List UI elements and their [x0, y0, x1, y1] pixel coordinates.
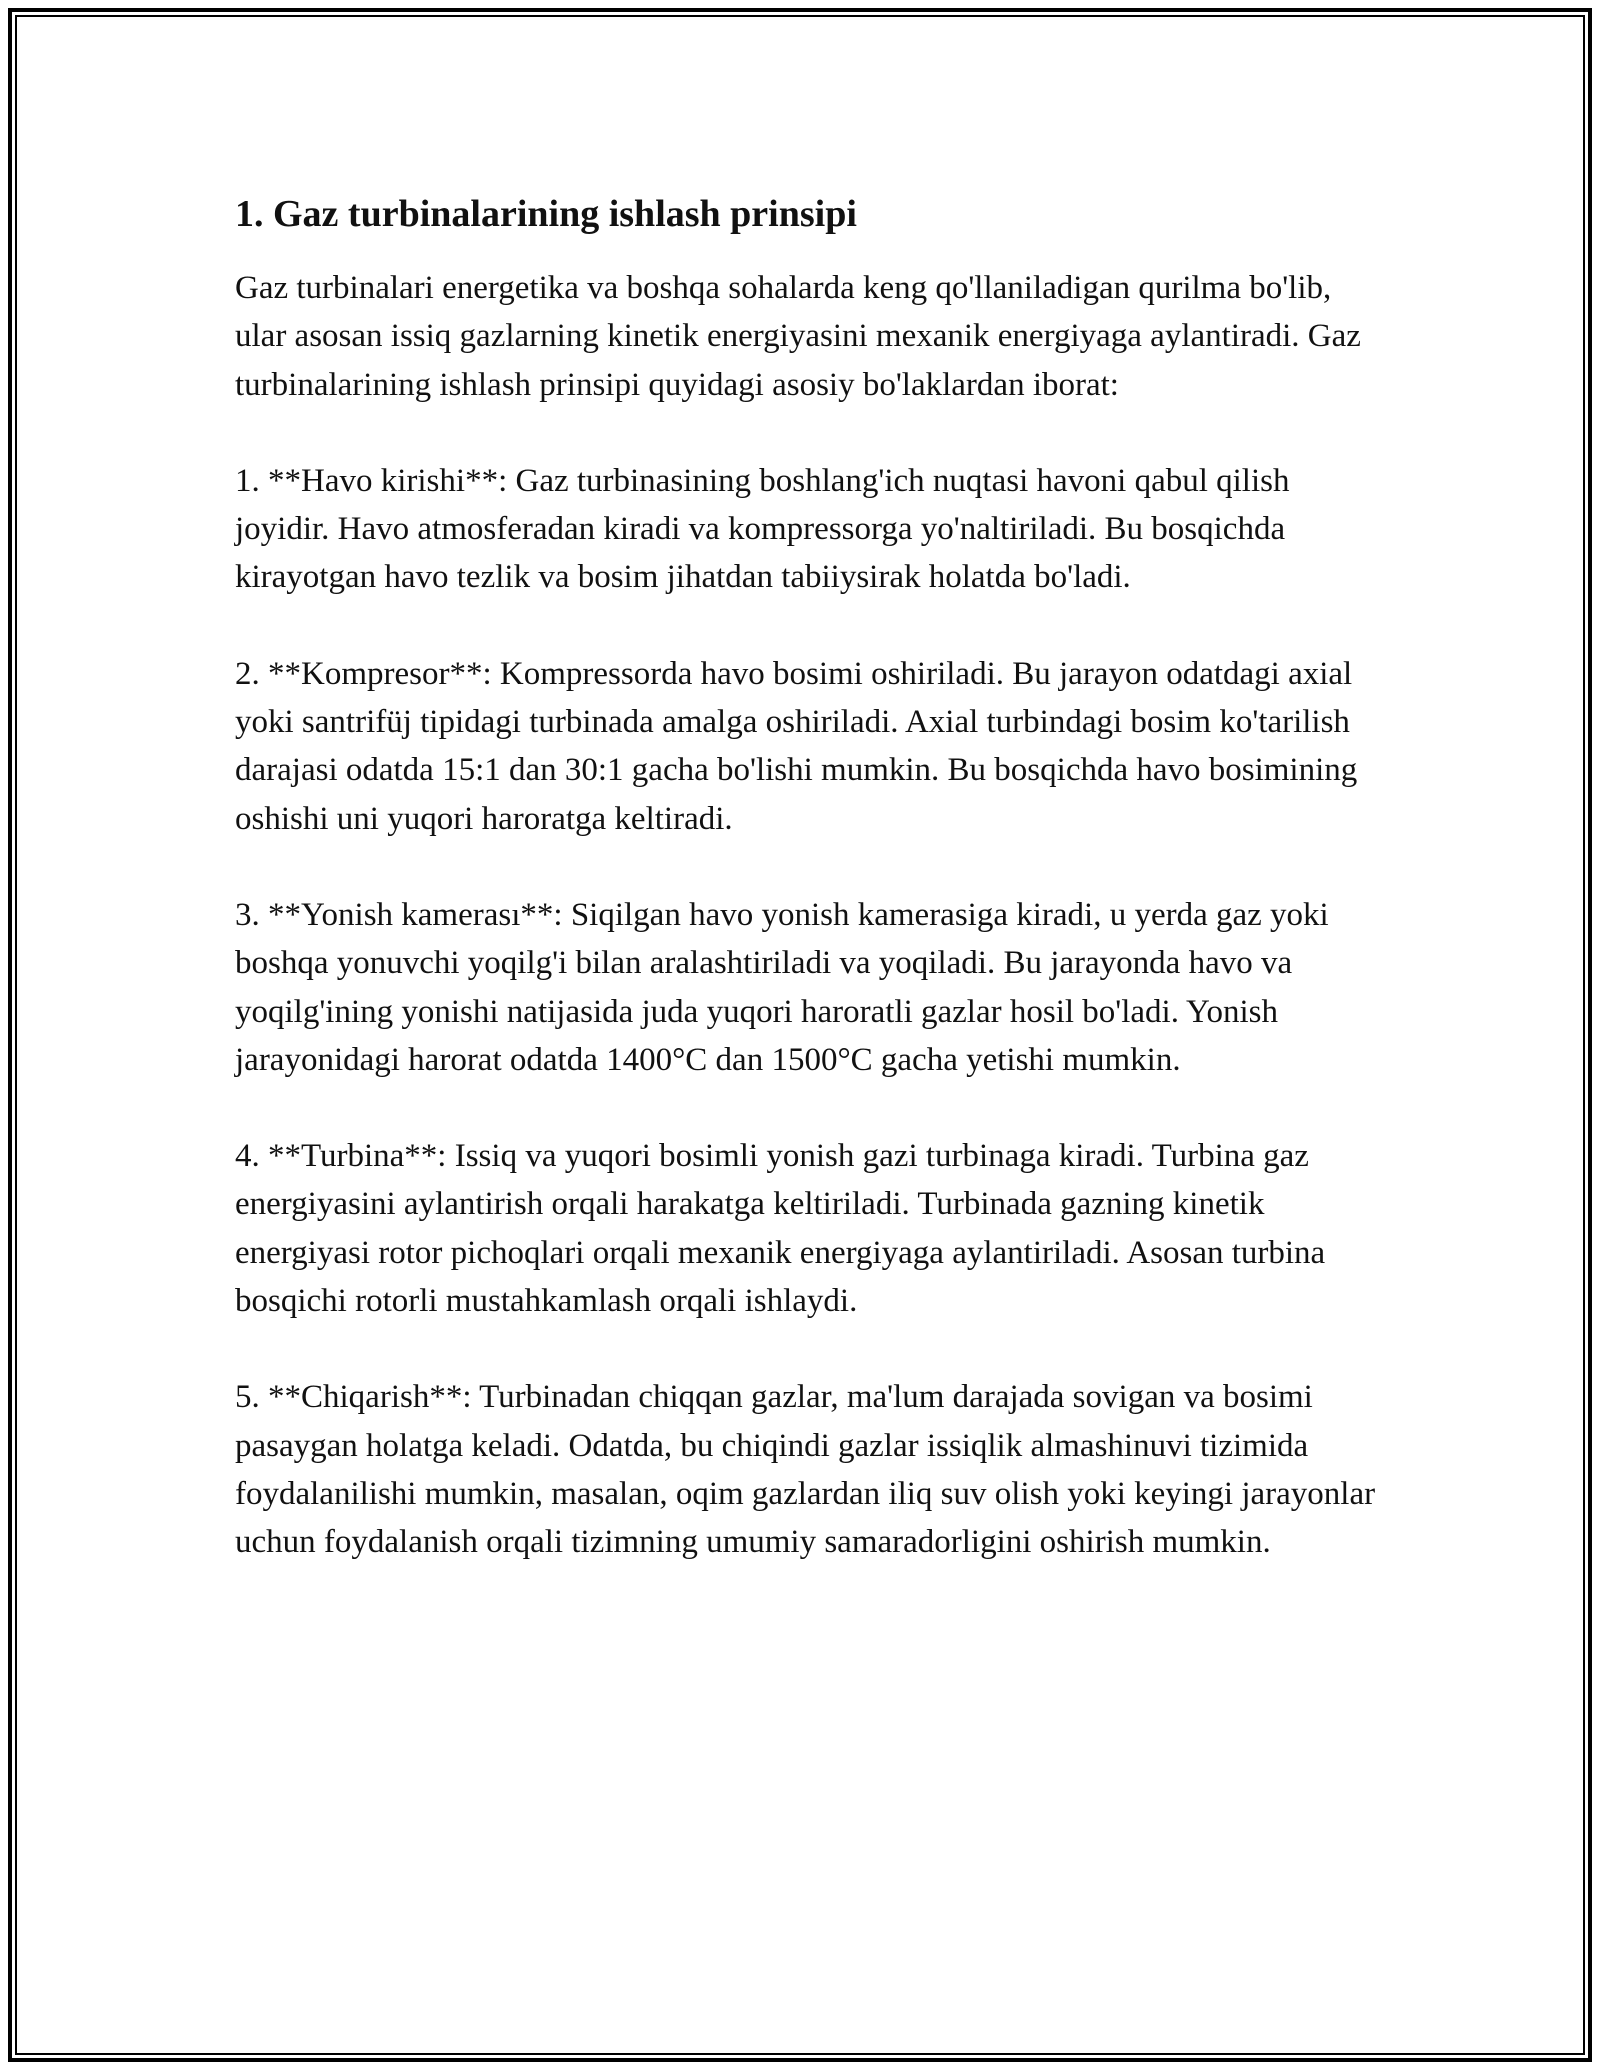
- list-item-compressor: 2. **Kompresor**: Kompressorda havo bosimi oshiriladi. Bu jarayon odatdagi axial yoki santrifüj tipidagi turbinada amalga oshiriladi. Axial turbindagi bosim ko'tarilish darajasi odatda 15:1 dan 30:1 gacha bo'lishi mumkin. Bu bosqichda havo bosimining oshishi uni yuqori haroratga keltiradi.: [235, 655, 1358, 837]
- list-item-exhaust: 5. **Chiqarish**: Turbinadan chiqqan gazlar, ma'lum darajada sovigan va bosimi pasaygan holatga keladi. Odatda, bu chiqindi gazlar issiqlik almashinuvi tizimida foydalanilishi mumkin, masalan, oqim gazlardan iliq suv olish yoki keyingi jarayonlar uchun foydalanish orqali tizimning umumiy samaradorligini oshirish mumkin.: [235, 1379, 1376, 1561]
- document-body: [235, 190, 1380, 1615]
- intro-paragraph: Gaz turbinalari energetika va boshqa sohalarda keng qo'llaniladigan qurilma bo'lib, ular asosan issiq gazlarning kinetik energiyasini mexanik energiyaga aylantiradi. Gaz turbinalarining ishlash prinsipi quyidagi asosiy bo'laklardan iborat:: [235, 270, 1361, 403]
- list-item-air-intake: 1. **Havo kirishi**: Gaz turbinasining boshlang'ich nuqtasi havoni qabul qilish joyidir. Havo atmosferadan kiradi va kompressorga yo'naltiriladi. Bu bosqichda kirayotgan havo tezlik va bosim jihatdan tabiiysirak holatda bo'ladi.: [235, 462, 1290, 596]
- list-item-combustion-chamber: 3. **Yonish kamerası**: Siqilgan havo yonish kamerasiga kiradi, u yerda gaz yoki boshqa yonuvchi yoqilg'i bilan aralashtiriladi va yoqiladi. Bu jarayonda havo va yoqilg'ining yonishi natijasida juda yuqori haroratli gazlar hosil bo'ladi. Yonish jarayonidagi harorat odatda 1400°C dan 1500°C gacha yetishi mumkin.: [235, 896, 1329, 1078]
- page-title: 1. Gaz turbinalarining ishlash prinsipi: [235, 193, 857, 235]
- list-item-turbine: 4. **Turbina**: Issiq va yuqori bosimli yonish gazi turbinaga kiradi. Turbina gaz energiyasini aylantirish orqali harakatga keltiriladi. Turbinada gazning kinetik energiyasi rotor pichoqlari orqali mexanik energiyaga aylantiriladi. Asosan turbina bosqichi rotorli mustahkamlash orqali ishlaydi.: [235, 1138, 1326, 1320]
